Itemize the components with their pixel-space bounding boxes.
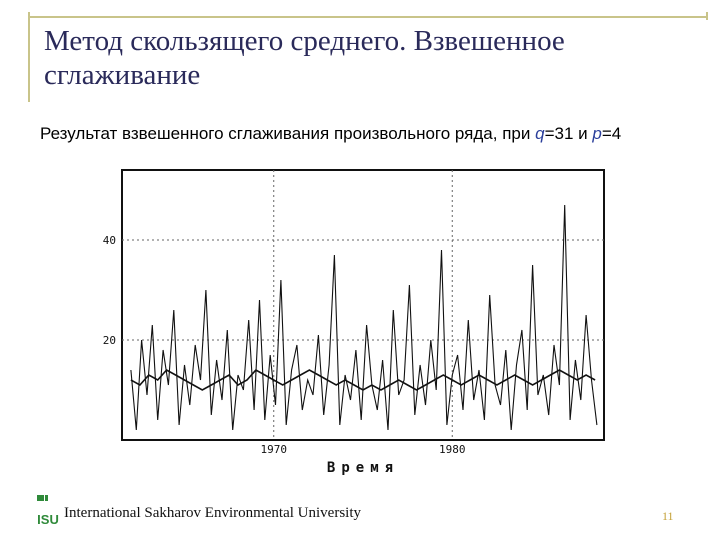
y-tick-label: 20	[102, 334, 116, 347]
plot-frame	[122, 170, 604, 440]
slide-title: Метод скользящего среднего. Взвешенное сглаживание	[44, 25, 565, 91]
slide-subtitle	[40, 124, 621, 144]
isu-logo-icon	[36, 494, 60, 528]
q-variable: q	[535, 124, 545, 143]
y-tick-label: 40	[102, 234, 116, 247]
x-tick-label: 1970	[260, 443, 287, 456]
frame-horizontal-line	[28, 16, 708, 18]
logo-text: ISU	[37, 512, 59, 527]
footer-university: International Sakharov Environmental University	[64, 505, 362, 521]
page-number: 11	[662, 509, 674, 523]
x-axis-label: Время	[326, 460, 400, 476]
smoothing-chart	[88, 160, 618, 480]
frame-vertical-line	[28, 12, 30, 102]
q-value: =31 и	[544, 124, 593, 143]
subtitle-text: Результат взвешенного сглаживания произвольного ряда, при	[40, 124, 536, 143]
frame-corner-tick	[706, 12, 708, 20]
p-value: =4	[601, 124, 622, 143]
x-tick-label: 1980	[439, 443, 466, 456]
p-variable: p	[592, 124, 602, 143]
